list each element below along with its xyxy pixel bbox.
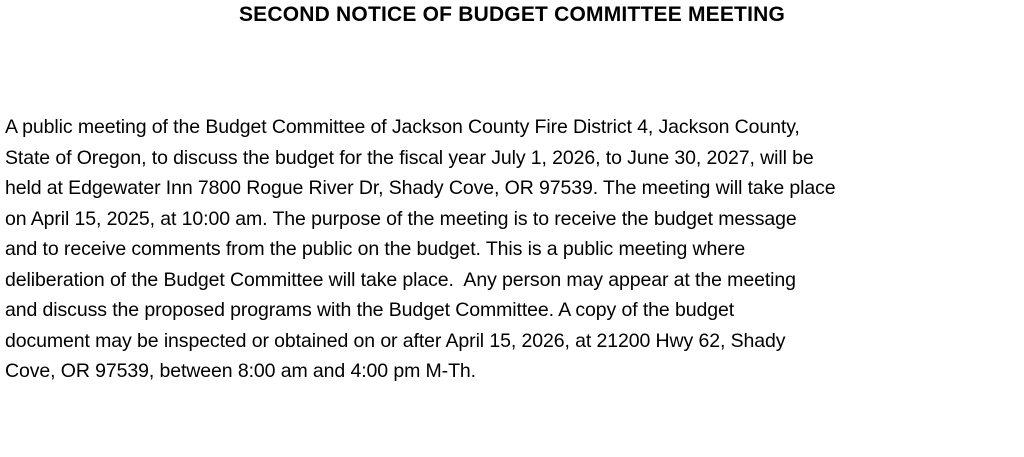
body-line: Cove, OR 97539, between 8:00 am and 4:00 pm M-Th. bbox=[5, 360, 476, 382]
body-line: and to receive comments from the public on the budget. This is a public meeting where bbox=[5, 238, 746, 260]
body-line: on April 15, 2025, at 10:00 am. The purpose of the meeting is to receive the budget message bbox=[5, 207, 797, 230]
body-line: and discuss the proposed programs with the Budget Committee. A copy of the budget bbox=[5, 299, 735, 321]
body-line: document may be inspected or obtained on or after April 15, 2026, at 21200 Hwy 62, Shady bbox=[5, 329, 786, 352]
notice-body bbox=[5, 112, 1021, 387]
body-line: State of Oregon, to discuss the budget for the fiscal year July 1, 2026, to June 30, 2027, will be bbox=[5, 146, 814, 169]
body-line: held at Edgewater Inn 7800 Rogue River Dr, Shady Cove, OR 97539. The meeting will take place bbox=[5, 177, 836, 199]
body-line: deliberation of the Budget Committee will take place. Any person may appear at the meeting bbox=[5, 268, 796, 291]
body-line: A public meeting of the Budget Committee of Jackson County Fire District 4, Jackson County, bbox=[5, 116, 800, 138]
notice-title: SECOND NOTICE OF BUDGET COMMITTEE MEETING bbox=[238, 3, 786, 26]
